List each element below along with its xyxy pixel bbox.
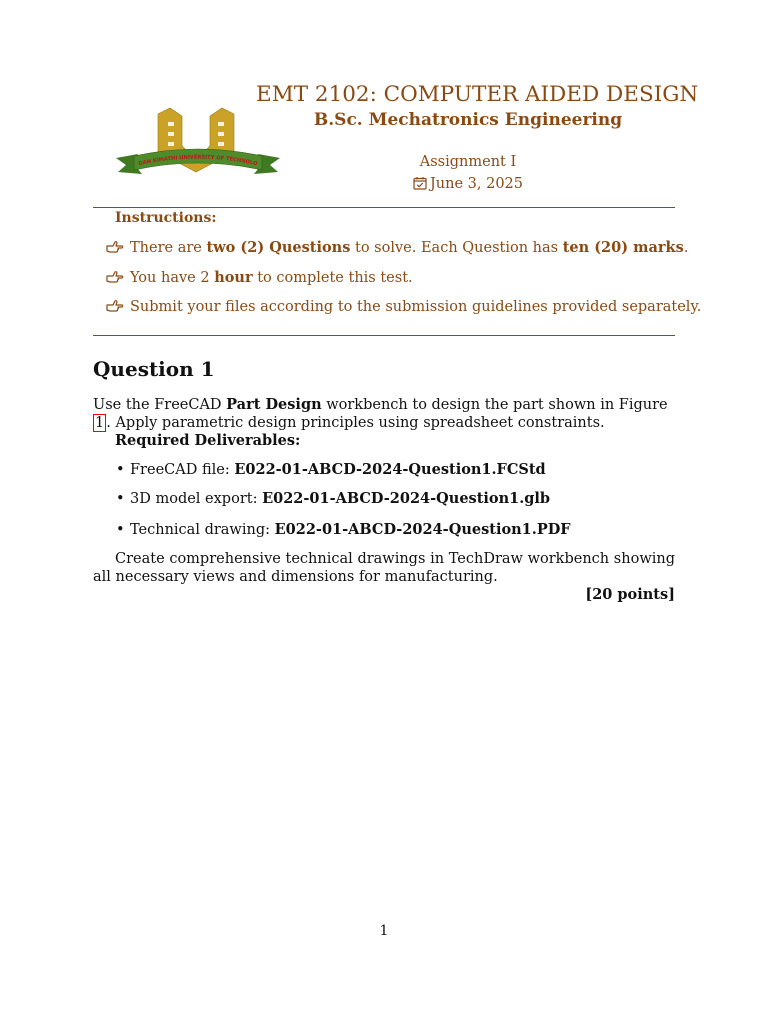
pointing-hand-icon [106,240,124,258]
logo-ribbon-text: DAN KIMATHI UNIVERSITY OF TECHNOLO [138,154,258,168]
calendar-check-icon [413,176,427,190]
course-title: EMT 2102: COMPUTER AIDED DESIGN [256,82,699,107]
date-row [256,176,680,192]
question-1-heading: Question 1 [93,357,215,381]
question-1-points: [20 points] [585,586,675,603]
pointing-hand-icon [106,270,124,288]
divider-bottom [93,335,675,336]
assignment-date: June 3, 2025 [429,176,524,192]
deliverable-item: • 3D model export: E022-01-ABCD-2024-Question1.glb [116,490,551,507]
question-1-intro: Use the FreeCAD Part Design workbench to design the part shown in Figure 1 . Apply parametric design principles using spreadsheet constraints. [93,396,668,431]
deliverable-item: • Technical drawing: E022-01-ABCD-2024-Question1.PDF [116,521,571,538]
page-number: 1 [379,923,389,939]
instruction-item-time: You have 2 hour to complete this test. [106,269,413,288]
pointing-hand-icon [106,299,124,317]
program-name: B.Sc. Mechatronics Engineering [313,110,623,130]
deliverable-item: • FreeCAD file: E022-01-ABCD-2024-Question1.FCStd [116,461,546,478]
deliverables-heading: Required Deliverables: [115,432,301,449]
divider-top [93,207,675,208]
question-1-paragraph: Create comprehensive technical drawings in TechDraw workbench showing all necessary views and dimensions for manufacturing. [93,551,675,585]
figure-reference-link[interactable]: 1 [95,415,105,431]
assignment-label: Assignment I [419,154,517,170]
instruction-item-submission: Submit your files according to the submission guidelines provided separately. [106,299,701,317]
instruction-item-questions: There are two (2) Questions to solve. Each Question has ten (20) marks. [106,239,688,258]
instructions-heading: Instructions: [115,210,217,226]
